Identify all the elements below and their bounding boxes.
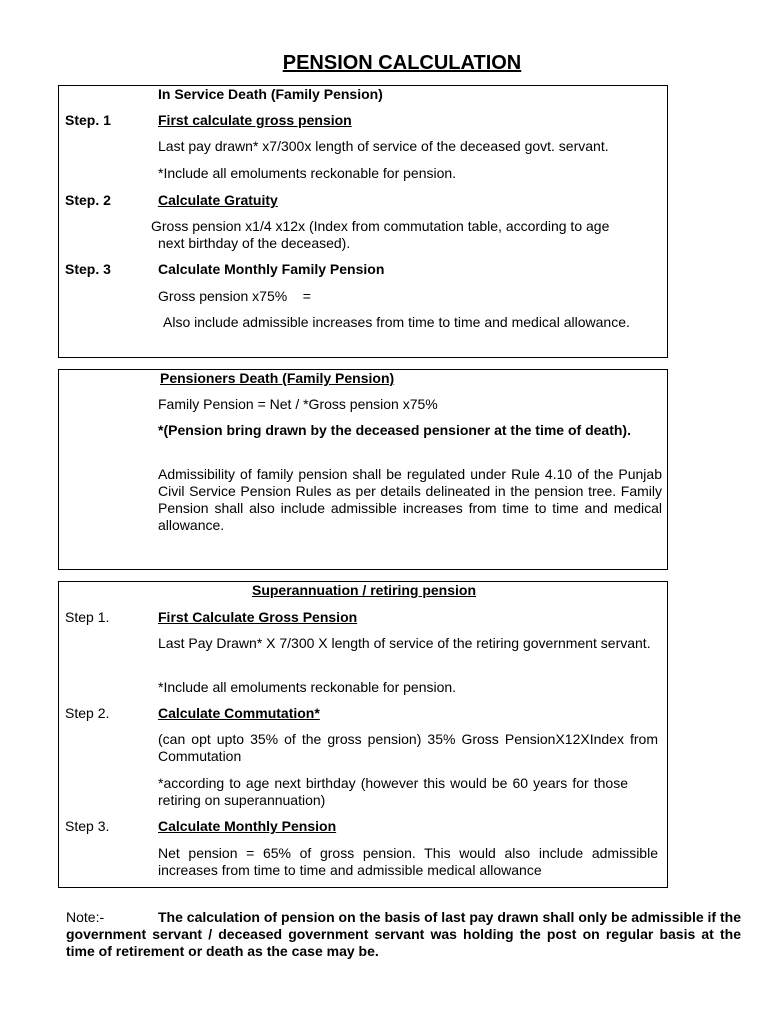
in-service-heading: In Service Death (Family Pension)	[158, 86, 383, 102]
superannuation-step2-title: Calculate Commutation*	[158, 705, 320, 721]
superannuation-section	[58, 581, 668, 888]
in-service-death-section	[58, 85, 668, 358]
in-service-step3-label: Step. 3	[65, 261, 111, 277]
in-service-step1-text: Last pay drawn* x7/300x length of service of the deceased govt. servant.	[158, 138, 609, 154]
superannuation-step1-label: Step 1.	[65, 609, 110, 625]
superannuation-step1-title: First Calculate Gross Pension	[158, 609, 358, 625]
superannuation-step1-text: Last Pay Drawn* X 7/300 X length of service of the retiring government servant.	[158, 635, 651, 651]
superannuation-step2-text: (can opt upto 35% of the gross pension) 35% Gross PensionX12XIndex from Commutation	[158, 731, 658, 764]
page-title: PENSION CALCULATION	[282, 52, 522, 74]
superannuation-step3-title: Calculate Monthly Pension	[158, 818, 337, 834]
superannuation-step1-note: *Include all emoluments reckonable for pension.	[158, 679, 457, 695]
pensioners-footnote: *(Pension bring drawn by the deceased pensioner at the time of death).	[158, 422, 631, 438]
pensioners-death-section	[58, 369, 668, 570]
superannuation-heading: Superannuation / retiring pension	[251, 582, 476, 598]
in-service-step1-note: *Include all emoluments reckonable for pension.	[158, 165, 457, 181]
in-service-step3-title: Calculate Monthly Family Pension	[158, 261, 385, 277]
in-service-step2-text-line2: next birthday of the deceased).	[158, 235, 351, 251]
in-service-step3-note: Also include admissible increases from time to time and medical allowance.	[163, 314, 630, 330]
pensioners-formula: Family Pension = Net / *Gross pension x75%	[158, 396, 438, 412]
note-label: Note:-	[66, 909, 105, 925]
note-text: The calculation of pension on the basis of last pay drawn shall only be admissible if the government servant / deceased government servant was holding the post on regular basis at the time of retirement or death as the case may be.	[66, 909, 741, 959]
in-service-step2-text-line1: Gross pension x1/4 x12x (Index from commutation table, according to age	[151, 218, 610, 234]
pensioners-admissibility: Admissibility of family pension shall be regulated under Rule 4.10 of the Punjab Civil Service Pension Rules as per details delineated in the pension tree. Family Pension shall also include admissible increases from time to time and medical allowance.	[158, 466, 662, 533]
note	[66, 909, 741, 960]
in-service-step2-title: Calculate Gratuity	[158, 192, 278, 208]
superannuation-step2-note: *according to age next birthday (however this would be 60 years for those retiring on superannuation)	[158, 775, 628, 808]
superannuation-step3-text: Net pension = 65% of gross pension. This would also include admissible increases from time to time and admissible medical allowance	[158, 845, 658, 878]
in-service-step1-label: Step. 1	[65, 112, 111, 128]
in-service-step1-title: First calculate gross pension	[158, 112, 352, 128]
superannuation-step3-label: Step 3.	[65, 818, 110, 834]
in-service-step2-label: Step. 2	[65, 192, 111, 208]
superannuation-step2-label: Step 2.	[65, 705, 110, 721]
in-service-step3-text: Gross pension x75% =	[158, 288, 311, 304]
pensioners-heading: Pensioners Death (Family Pension)	[160, 370, 395, 386]
